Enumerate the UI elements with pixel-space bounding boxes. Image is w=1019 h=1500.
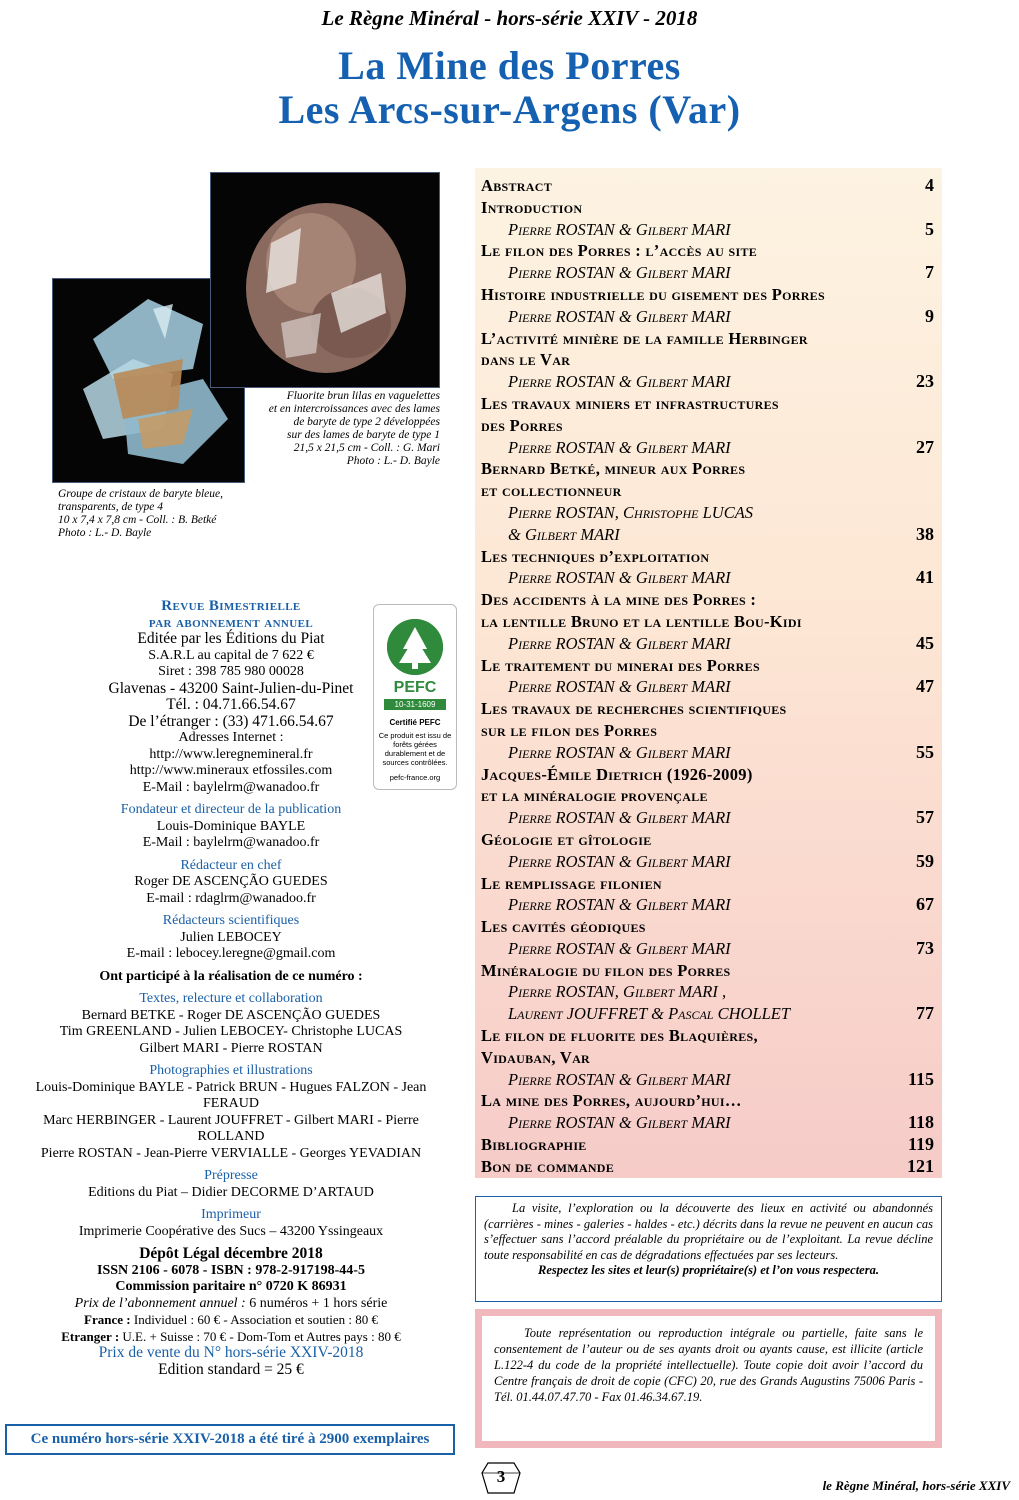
toc-entry-title[interactable]	[481, 284, 934, 306]
toc-entry-title[interactable]	[481, 960, 934, 982]
toc-text: Vidauban, Var	[481, 1047, 591, 1067]
toc-text: Bon de commande	[481, 1156, 615, 1176]
copyright-notice: Toute représentation ou reproduction intégrale ou partielle, faite sans le consentement de l’auteur ou de ses ayants droit ou ayants cause, est illicite (article L.122-4 du code de la propriété intellectuelle). Toute copie doit avoir l’accord du Centre français de droit de copie (CFC) 20, rue des Grands Augustins 75006 Paris - Tél. 01.44.07.47.70 - Fax 01.46.34.67.19.	[475, 1309, 942, 1448]
toc-text: Pierre ROSTAN & Gilbert MARI	[508, 742, 731, 762]
toc-entry-title[interactable]	[481, 916, 934, 938]
toc-text: dans le Var	[481, 350, 571, 370]
toc-entry-title[interactable]	[481, 873, 934, 895]
toc-entry-title[interactable]	[481, 1134, 934, 1156]
toc-entry-author[interactable]	[481, 676, 934, 698]
toc-entry-author[interactable]	[481, 524, 934, 546]
toc-text: Introduction	[481, 197, 583, 217]
series-line: Le Règne Minéral - hors-série XXIV - 2018	[321, 6, 698, 30]
toc-page-number: 77	[916, 1003, 934, 1024]
pefc-tree-icon	[387, 619, 443, 675]
toc-text: Minéralogie du filon des Porres	[481, 960, 731, 980]
toc-text: Des accidents à la mine des Porres :	[481, 590, 757, 610]
toc-entry-author[interactable]	[481, 981, 934, 1003]
toc-page-number: 59	[916, 850, 934, 871]
running-footer: le Règne Minéral, hors-série XXIV	[822, 1478, 1010, 1493]
toc-entry-title[interactable]	[481, 393, 934, 415]
toc-entry-title[interactable]	[481, 175, 934, 197]
photo-caption-fluorite: Fluorite brun lilas en vaguelettes et en intercroissances avec des lames de baryte de type 2 développées sur des lames de baryte de type 1 21,5 x 21,5 cm - Coll. : G. Mari Photo : L.- D. Bayle	[268, 390, 440, 467]
toc-entry-title[interactable]	[481, 240, 934, 262]
toc-page-number: 5	[925, 218, 934, 239]
toc-entry-title[interactable]	[481, 764, 934, 786]
visit-notice: La visite, l’exploration ou la découverte des lieux en activité ou abandonnés (carrières - mines - galeries - haldes - etc.) décrits dans la revue ne peuvent en aucun cas s’effectuer sans l’accord préalable du propriétaire ou de l’exploitant. La revue décline toute responsabilité en cas de dégradations effectuées par ses lecteurs. Respectez les sites et leur(s) propriétaire(s) et l’on vous respectera.	[475, 1196, 942, 1302]
toc-entry-title[interactable]	[481, 1025, 934, 1047]
toc-page-number: 45	[916, 632, 934, 653]
toc-text: Pierre ROSTAN & Gilbert MARI	[508, 263, 731, 283]
toc-entry-author[interactable]	[481, 851, 934, 873]
toc-entry-author[interactable]	[481, 807, 934, 829]
toc-text: Le remplissage filonien	[481, 873, 662, 893]
toc-entry-author[interactable]	[481, 219, 934, 241]
toc-page-number: 23	[916, 371, 934, 392]
toc-entry-title[interactable]	[481, 480, 934, 502]
toc-text: Géologie et gîtologie	[481, 829, 652, 849]
toc-text: & Gilbert MARI	[508, 524, 620, 544]
page-number: 3	[496, 1467, 506, 1486]
toc-entry-title[interactable]	[481, 611, 934, 633]
toc-text: et collectionneur	[481, 481, 622, 501]
revue-line2: par abonnement annuel	[148, 614, 314, 631]
toc-page-number: 27	[916, 436, 934, 457]
toc-page-number: 118	[907, 1112, 934, 1133]
colophon: Revue Bimestrielle par abonnement annuel Editée par les Éditions du Piat S.A.R.L au capital de 7 622 € Siret : 398 785 980 00028 Glavenas - 43200 Saint-Julien-du-Pinet Tél. : 04.71.66.54.67 De l’étranger : (33) 471.66.54.67 Adresses Internet : http://www.leregnemineral.fr http://www.mineraux etfossiles.com E-Mail : baylelrm@wanadoo.fr Fondateur et directeur de la publication Louis-Dominique BAYLE E-Mail : baylelrm@wanadoo.fr Rédacteur en chef Roger DE ASCENÇÃO GUEDES E-mail : rdaglrm@wanadoo.fr Rédacteurs scientifiques Julien LEBOCEY E-mail : lebocey.leregne@gmail.com Ont participé à la réalisation de ce numéro : Textes, relecture et collaboration Bernard BETKE - Roger DE ASCENÇÃO GUEDES Tim GREENLAND - Julien LEBOCEY- Christophe LUCAS Gilbert MARI - Pierre ROSTAN Photographies et illustrations Louis-Dominique BAYLE - Patrick BRUN - Hugues FALZON - Jean FERAUD Marc HERBINGER - Laurent JOUFFRET - Gilbert MARI - Pierre ROLLAND Pierre ROSTAN - Jean-Pierre VERVIALLE - Georges YEVADIAN Prépresse Editions du Piat – Didier DECORME D’ARTAUD Imprimeur Imprimerie Coopérative des Sucs – 43200 Yssingeaux Dépôt Légal décembre 2018 ISSN 2106 - 6078 - ISBN : 978-2-917198-44-5 Commission paritaire n° 0720 K 86931 Prix de l’abonnement annuel : 6 numéros + 1 hors série France : Individuel : 60 € - Association et soutien : 80 € Etranger : U.E. + Suisse : 70 € - Dom-Tom et Autres pays : 80 € Prix de vente du N° hors-série XXIV-2018 Edition standard = 25 €	[10, 598, 452, 1378]
toc-text: Pierre ROSTAN & Gilbert MARI	[508, 851, 731, 871]
toc-page-number: 9	[925, 305, 934, 326]
table-of-contents	[475, 168, 942, 1178]
photo-fluorite	[210, 172, 440, 388]
toc-page-number: 119	[907, 1134, 934, 1155]
toc-text: Pierre ROSTAN & Gilbert MARI	[508, 568, 731, 588]
revue-line1: Revue Bimestrielle	[161, 598, 301, 614]
toc-text: Pierre ROSTAN & Gilbert MARI	[508, 938, 731, 958]
toc-text: Bibliographie	[481, 1135, 587, 1155]
toc-page-number: 4	[925, 175, 934, 195]
toc-entry-title[interactable]	[481, 829, 934, 851]
toc-entry-title[interactable]	[481, 589, 934, 611]
toc-entry-author[interactable]	[481, 1069, 934, 1091]
toc-page-number: 55	[916, 741, 934, 762]
toc-text: Pierre ROSTAN & Gilbert MARI	[508, 1113, 731, 1133]
toc-text: Les travaux miniers et infrastructures	[481, 393, 779, 413]
pefc-logo: PEFC 10-31-1609 Certifié PEFC Ce produit est issu de forêts gérées durablement et de sources contrôlées. pefc-france.org	[373, 604, 457, 790]
page-title: La Mine des Porres	[338, 43, 681, 88]
toc-text: Pierre ROSTAN, Gilbert MARI ,	[508, 982, 727, 1002]
toc-text: Le filon des Porres : l’accès au site	[481, 241, 758, 261]
toc-entry-title[interactable]	[481, 720, 934, 742]
toc-entry-title[interactable]	[481, 1090, 934, 1112]
toc-page-number: 67	[916, 894, 934, 915]
toc-entry-title[interactable]	[481, 328, 934, 350]
toc-page-number: 41	[916, 567, 934, 588]
toc-page-number: 115	[907, 1068, 934, 1089]
photo-caption-baryte: Groupe de cristaux de baryte bleue, transparents, de type 4 10 x 7,4 x 7,8 cm - Coll. : B. Betké Photo : L.- D. Bayle	[58, 488, 223, 539]
toc-entry-author[interactable]	[481, 306, 934, 328]
toc-entry-title[interactable]	[481, 1156, 934, 1178]
pefc-tree-svg	[387, 619, 443, 675]
toc-entry-author[interactable]	[481, 938, 934, 960]
toc-text: Pierre ROSTAN & Gilbert MARI	[508, 306, 731, 326]
toc-text: Laurent JOUFFRET & Pascal CHOLLET	[508, 1004, 791, 1024]
website-link-2[interactable]: http://www.mineraux etfossiles.com	[129, 763, 333, 778]
redacteur-email[interactable]: E-mail : rdaglrm@wanadoo.fr	[146, 890, 316, 906]
toc-text: L’activité minière de la famille Herbinger	[481, 328, 808, 348]
toc-text: Le traitement du minerai des Porres	[481, 655, 760, 675]
toc-page-number: 7	[925, 262, 934, 283]
toc-text: Pierre ROSTAN & Gilbert MARI	[508, 633, 731, 653]
toc-page-number: 73	[916, 937, 934, 958]
fondateur-email[interactable]: E-Mail : baylelrm@wanadoo.fr	[142, 835, 320, 850]
toc-text: Pierre ROSTAN & Gilbert MARI	[508, 895, 731, 915]
toc-entry-title[interactable]	[481, 458, 934, 480]
print-run-box: Ce numéro hors-série XXIV-2018 a été tiré à 2900 exemplaires	[5, 1424, 455, 1455]
toc-text: Pierre ROSTAN & Gilbert MARI	[508, 437, 731, 457]
toc-text: La mine des Porres, aujourd’hui…	[481, 1091, 742, 1111]
toc-entry-author[interactable]	[481, 1003, 934, 1025]
website-link-1[interactable]: http://www.leregnemineral.fr	[149, 746, 313, 762]
toc-text: et la minéralogie provençale	[481, 786, 708, 806]
toc-entry-author[interactable]	[481, 633, 934, 655]
toc-entry-title[interactable]	[481, 349, 934, 371]
toc-entry-author[interactable]	[481, 894, 934, 916]
toc-text: Jacques-Émile Dietrich (1926-2009)	[481, 764, 753, 784]
toc-page-number: 121	[907, 1155, 934, 1176]
toc-entry-author[interactable]	[481, 262, 934, 284]
toc-page-number: 57	[916, 807, 934, 828]
toc-entry-title[interactable]	[481, 415, 934, 437]
toc-entry-author[interactable]	[481, 567, 934, 589]
toc-text: Histoire industrielle du gisement des Porres	[481, 284, 825, 304]
toc-text: Bernard Betké, mineur aux Porres	[481, 459, 746, 479]
toc-text: des Porres	[481, 415, 563, 435]
toc-text: sur le filon des Porres	[481, 720, 658, 740]
toc-entry-author[interactable]	[481, 742, 934, 764]
toc-entry-title[interactable]	[481, 655, 934, 677]
toc-entry-author[interactable]	[481, 437, 934, 459]
toc-text: Pierre ROSTAN & Gilbert MARI	[508, 372, 731, 392]
toc-text: Abstract	[481, 176, 552, 195]
toc-entry-title[interactable]	[481, 1047, 934, 1069]
toc-entry-author[interactable]	[481, 502, 934, 524]
toc-text: Les travaux de recherches scientifiques	[481, 699, 787, 719]
toc-text: Les cavités géodiques	[481, 917, 646, 937]
toc-text: Pierre ROSTAN & Gilbert MARI	[508, 1069, 731, 1089]
toc-entry-author[interactable]	[481, 1112, 934, 1134]
toc-text: Le filon de fluorite des Blaquières,	[481, 1026, 758, 1046]
toc-text: Pierre ROSTAN & Gilbert MARI	[508, 219, 731, 239]
toc-text: Pierre ROSTAN & Gilbert MARI	[508, 677, 731, 697]
toc-page-number: 38	[916, 523, 934, 544]
toc-entry-author[interactable]	[481, 371, 934, 393]
toc-text: la lentille Bruno et la lentille Bou-Kidi	[481, 611, 802, 631]
toc-text: Pierre ROSTAN & Gilbert MARI	[508, 808, 731, 828]
scientifique-email[interactable]: E-mail : lebocey.leregne@gmail.com	[126, 946, 336, 961]
toc-entry-title[interactable]	[481, 197, 934, 219]
toc-entry-title[interactable]	[481, 785, 934, 807]
toc-entry-title[interactable]	[481, 546, 934, 568]
toc-text: Les techniques d’exploitation	[481, 546, 710, 566]
fluorite-illustration	[211, 173, 440, 388]
toc-text: Pierre ROSTAN, Christophe LUCAS	[508, 502, 754, 522]
email-link[interactable]: E-Mail : baylelrm@wanadoo.fr	[142, 779, 320, 795]
page-subtitle: Les Arcs-sur-Argens (Var)	[278, 87, 741, 132]
toc-page-number: 47	[916, 676, 934, 697]
toc-entry-title[interactable]	[481, 698, 934, 720]
